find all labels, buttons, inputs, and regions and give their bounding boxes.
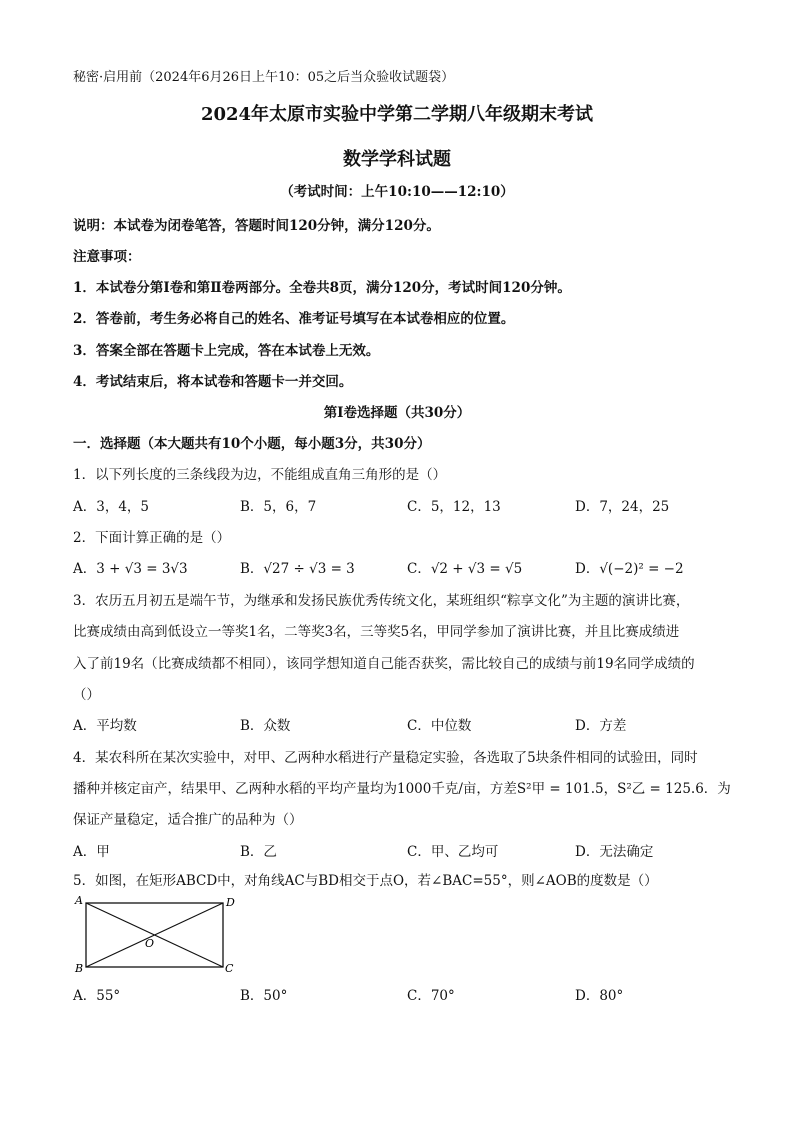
q5-option-a: A．55°	[73, 988, 121, 1004]
question-4-stem: 4．某农科所在某次实验中，对甲、乙两种水稻进行产量稳定实验，各选取了5块条件相同的试验田，同时	[73, 750, 698, 766]
exam-time: （考试时间：上午10:10——12:10）	[280, 184, 514, 200]
notice-item: 4．考试结束后，将本试卷和答题卡一并交回。	[73, 374, 353, 390]
question-4-stem: 保证产量稳定，适合推广的品种为（）	[73, 812, 303, 828]
q3-option-a: A．平均数	[73, 718, 137, 734]
question-3-stem: （）	[73, 687, 100, 703]
notice-item: 2．答卷前，考生务必将自己的姓名、准考证号填写在本试卷相应的位置。	[73, 311, 515, 327]
question-3-stem: 比赛成绩由高到低设立一等奖1名，二等奖3名，三等奖5名，甲同学参加了演讲比赛，并且比赛成绩进	[73, 624, 680, 640]
label-o: O	[145, 937, 155, 950]
label-c: C	[225, 962, 234, 975]
q4-option-a: A．甲	[73, 844, 110, 860]
question-5-stem: 5．如图，在矩形ABCD中，对角线AC与BD相交于点O，若∠BAC=55°，则∠AOB的度数是（）	[73, 873, 658, 889]
label-a: A	[75, 894, 83, 907]
q2-option-b: B．√27 ÷ √3 = 3	[240, 561, 355, 577]
label-b: B	[75, 962, 84, 975]
section-title: 第Ⅰ卷选择题（共30分）	[323, 405, 471, 421]
q3-option-b: B．众数	[240, 718, 291, 734]
q4-option-d: D．无法确定	[575, 844, 654, 860]
exam-subtitle: 数学学科试题	[343, 149, 451, 170]
notice-heading: 注意事项：	[73, 249, 141, 265]
confidential-note: 秘密·启用前（2024年6月26日上午10：05之后当众验收试题袋）	[73, 70, 455, 85]
notice-item: 1．本试卷分第Ⅰ卷和第Ⅱ卷两部分。全卷共8页，满分120分，考试时间120分钟。	[73, 280, 571, 296]
part-heading: 一．选择题（本大题共有10个小题，每小题3分，共30分）	[73, 436, 431, 452]
question-3-stem: 入了前19名（比赛成绩都不相同），该同学想知道自己能否获奖，需比较自己的成绩与前19名同学成绩的	[73, 656, 695, 672]
q2-option-d: D．√(−2)² = −2	[575, 561, 684, 577]
q3-option-c: C．中位数	[407, 718, 472, 734]
q2-option-a: A．3 + √3 = 3√3	[73, 561, 188, 577]
question-4-stem: 播种并核定亩产，结果甲、乙两种水稻的平均产量均为1000千克/亩，方差S²甲 = 101.5，S²乙 = 125.6．为	[73, 781, 731, 797]
q3-option-d: D．方差	[575, 718, 627, 734]
q4-option-c: C．甲、乙均可	[407, 844, 499, 860]
question-2-stem: 2．下面计算正确的是（）	[73, 530, 231, 546]
q1-option-c: C．5，12，13	[407, 499, 501, 515]
q1-option-a: A．3，4，5	[73, 499, 150, 515]
rectangle-figure	[73, 893, 243, 979]
q2-option-c: C．√2 + √3 = √5	[407, 561, 523, 577]
exam-title: 2024年太原市实验中学第二学期八年级期末考试	[200, 104, 594, 125]
notice-item: 3．答案全部在答题卡上完成，答在本试卷上无效。	[73, 343, 380, 359]
q4-option-b: B．乙	[240, 844, 277, 860]
exam-note: 说明：本试卷为闭卷笔答，答题时间120分钟，满分120分。	[73, 218, 440, 234]
label-d: D	[226, 896, 235, 909]
q5-option-b: B．50°	[240, 988, 288, 1004]
q1-option-d: D．7，24，25	[575, 499, 670, 515]
question-3-stem: 3．农历五月初五是端午节，为继承和发扬民族优秀传统文化，某班组织“粽享文化”为主题的演讲比赛，	[73, 593, 690, 609]
q5-option-c: C．70°	[407, 988, 455, 1004]
q5-option-d: D．80°	[575, 988, 624, 1004]
question-1-stem: 1．以下列长度的三条线段为边，不能组成直角三角形的是（）	[73, 467, 447, 483]
q1-option-b: B．5，6，7	[240, 499, 317, 515]
